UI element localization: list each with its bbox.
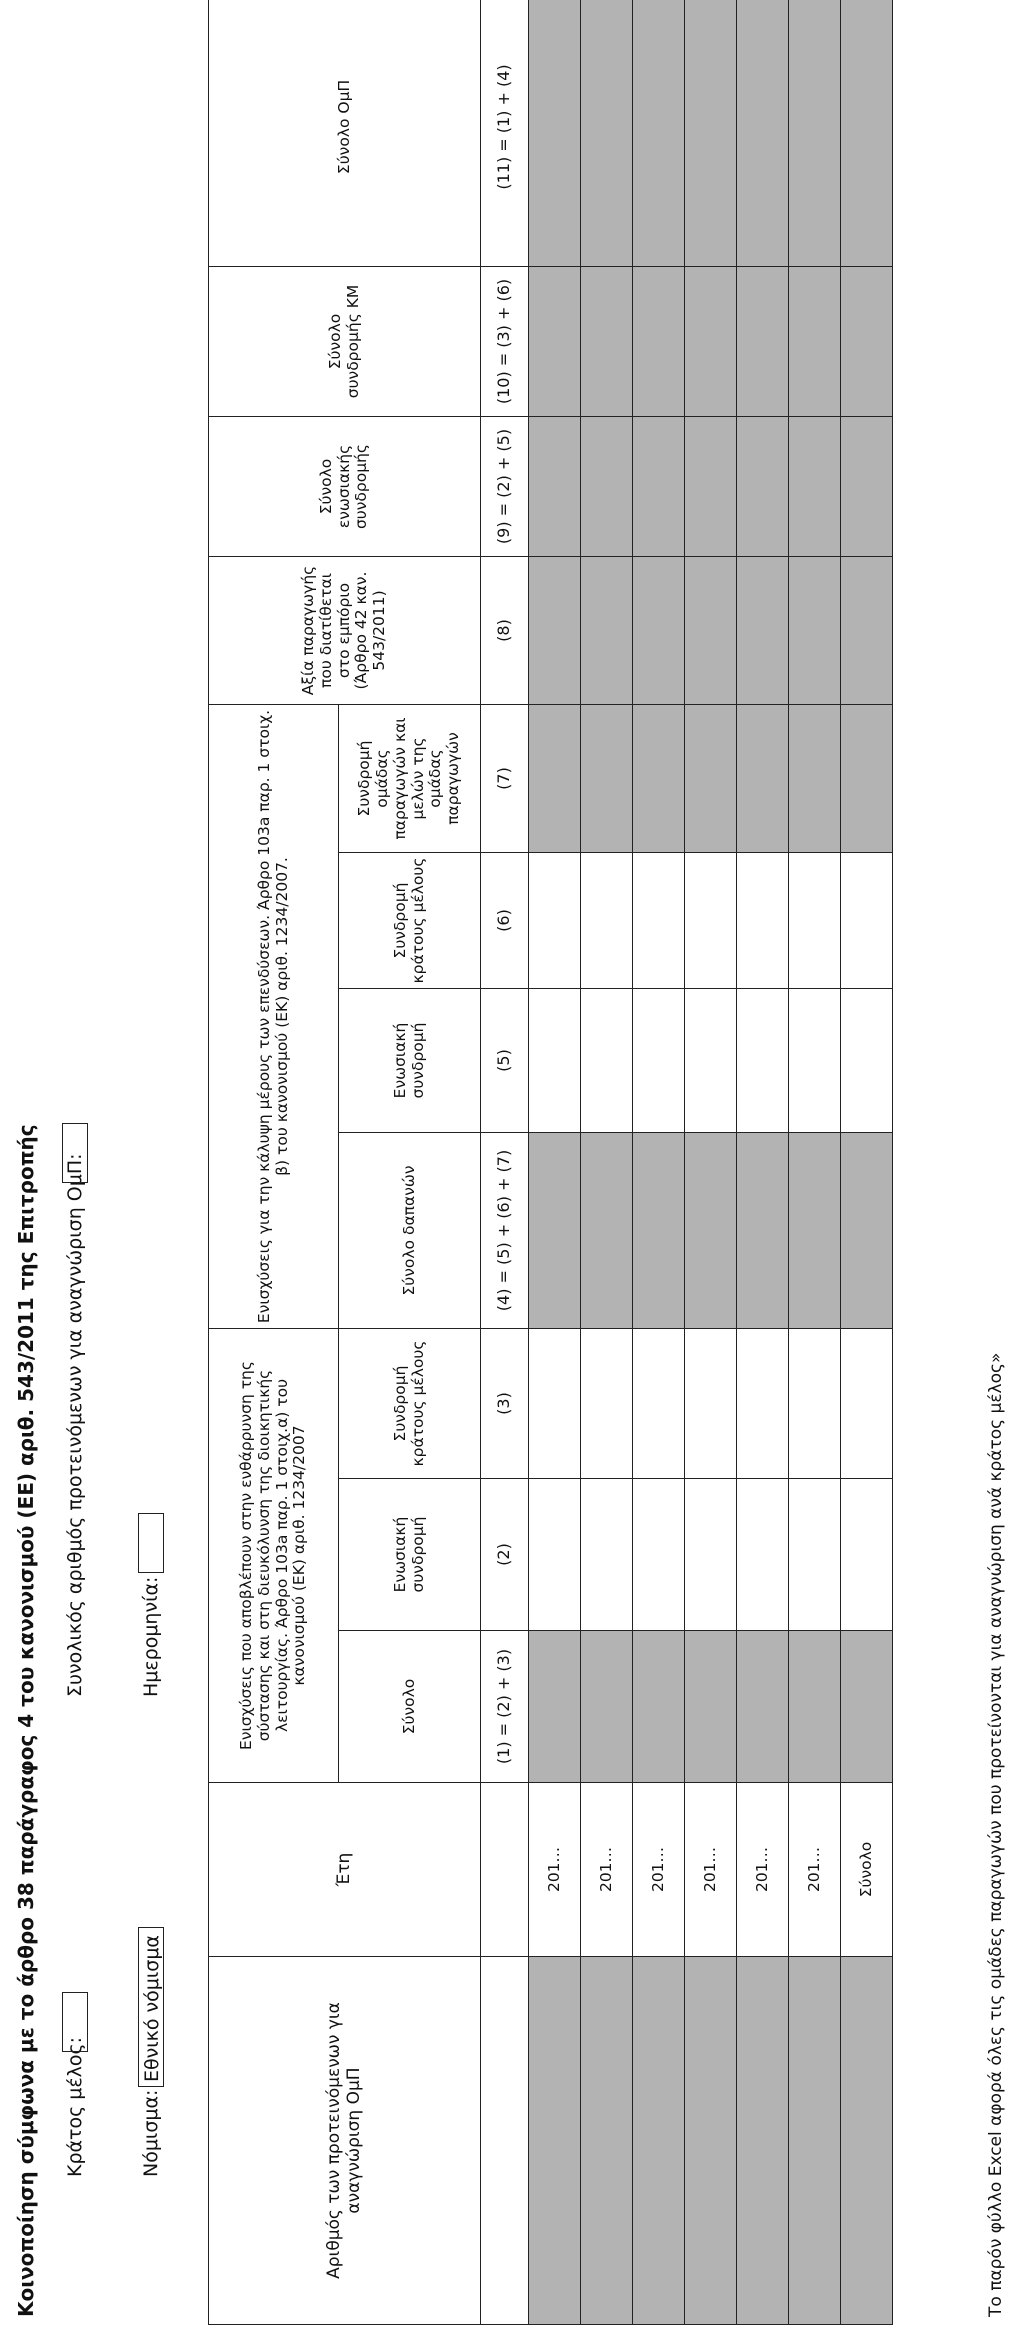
data-cell[interactable]: [633, 416, 685, 556]
data-cell[interactable]: [789, 1479, 841, 1631]
data-cell[interactable]: [581, 1133, 633, 1329]
data-cell[interactable]: [789, 1631, 841, 1783]
data-cell[interactable]: [685, 1329, 737, 1479]
date-input[interactable]: [138, 1513, 164, 1573]
data-cell[interactable]: [581, 1631, 633, 1783]
data-cell[interactable]: [789, 556, 841, 704]
data-cell[interactable]: [529, 1957, 581, 2325]
data-cell[interactable]: [581, 0, 633, 266]
data-cell[interactable]: [737, 266, 789, 416]
year-cell: 201…: [685, 1783, 737, 1957]
formula-cell: (4) = (5) + (6) + (7): [481, 1133, 529, 1329]
table-row: [841, 0, 893, 2325]
data-cell[interactable]: [737, 1631, 789, 1783]
data-cell[interactable]: [581, 266, 633, 416]
header-years: Έτη: [209, 1783, 481, 1957]
data-cell[interactable]: [633, 266, 685, 416]
formula-cell: (6): [481, 853, 529, 989]
data-cell[interactable]: [529, 1329, 581, 1479]
header-state: Συνδρομή κράτους μέλους: [339, 1329, 481, 1479]
data-cell[interactable]: [737, 989, 789, 1133]
data-cell[interactable]: [737, 1479, 789, 1631]
header-production-value: Αξία παραγωγής που διατίθεται στο εμπόριο (Άρθρο 42 καν. 543/2011): [209, 556, 481, 704]
data-cell[interactable]: [633, 0, 685, 266]
header-state-b: Συνδρομή κράτους μέλους: [339, 853, 481, 989]
year-cell: 201…: [529, 1783, 581, 1957]
data-cell[interactable]: [529, 989, 581, 1133]
data-cell[interactable]: [581, 989, 633, 1133]
data-cell[interactable]: [633, 989, 685, 1133]
formula-cell: (2): [481, 1479, 529, 1631]
header-group-a: Ενισχύσεις που αποβλέπουν στην ενθάρρυνση της σύστασης και στη διευκόλυνση της διοικητικής λειτουργίας. Άρθρο 103a παρ. 1 στοιχ.α) του κανονισμού (ΕΚ) αριθ. 1234/2007: [209, 1329, 339, 1783]
formula-blank: [481, 1957, 529, 2325]
formula-cell: (11) = (1) + (4): [481, 0, 529, 266]
formula-blank: [481, 1783, 529, 1957]
data-cell[interactable]: [633, 1479, 685, 1631]
data-cell[interactable]: [841, 1479, 893, 1631]
member-state-label: Κράτος μέλος:: [64, 2036, 86, 2177]
data-cell[interactable]: [529, 1631, 581, 1783]
data-cell[interactable]: [633, 1329, 685, 1479]
data-cell[interactable]: [789, 1957, 841, 2325]
data-cell[interactable]: [685, 853, 737, 989]
data-cell[interactable]: [737, 1133, 789, 1329]
header-union-b: Ενωσιακή συνδρομή: [339, 989, 481, 1133]
year-cell: 201…: [789, 1783, 841, 1957]
formula-cell: (8): [481, 556, 529, 704]
data-cell[interactable]: [685, 1957, 737, 2325]
data-cell[interactable]: [633, 556, 685, 704]
data-cell[interactable]: [685, 416, 737, 556]
header-group-b: Ενισχύσεις για την κάλυψη μέρους των επενδύσεων. Άρθρο 103a παρ. 1 στοιχ. β) του κανονισμού (ΕΚ) αριθ. 1234/2007.: [209, 704, 339, 1328]
header-total-union: Σύνολο ενωσιακής συνδρομής: [209, 416, 481, 556]
data-cell[interactable]: [633, 1957, 685, 2325]
data-cell[interactable]: [529, 0, 581, 266]
data-cell[interactable]: [529, 704, 581, 852]
currency-label: Νόμισμα:: [140, 2089, 162, 2177]
data-cell[interactable]: [685, 1133, 737, 1329]
data-cell[interactable]: [841, 0, 893, 266]
header-total: Σύνολο: [339, 1631, 481, 1783]
page-title: Κοινοποίηση σύμφωνα με το άρθρο 38 παράγραφος 4 του κανονισμού (ΕΕ) αριθ. 543/2011 της Επιτροπής: [14, 1124, 38, 2317]
data-cell[interactable]: [685, 1479, 737, 1631]
data-cell[interactable]: [685, 556, 737, 704]
table-row: [529, 0, 581, 2325]
date-label: Ημερομηνία:: [140, 1576, 162, 1697]
data-cell[interactable]: [737, 1957, 789, 2325]
year-cell: 201…: [737, 1783, 789, 1957]
data-cell[interactable]: [737, 1329, 789, 1479]
data-cell[interactable]: [841, 853, 893, 989]
header-total-po: Σύνολο ΟμΠ: [209, 0, 481, 266]
table-row: [685, 0, 737, 2325]
currency-input[interactable]: Εθνικό νόμισμα: [138, 1927, 164, 2087]
data-cell[interactable]: [841, 1631, 893, 1783]
data-cell[interactable]: [685, 266, 737, 416]
data-cell[interactable]: [841, 1133, 893, 1329]
data-cell[interactable]: [633, 704, 685, 852]
data-cell[interactable]: [789, 266, 841, 416]
table-row: [789, 0, 841, 2325]
data-cell[interactable]: [529, 1133, 581, 1329]
data-cell[interactable]: [789, 704, 841, 852]
header-union: Ενωσιακή συνδρομή: [339, 1479, 481, 1631]
data-cell[interactable]: [581, 416, 633, 556]
table-row: [737, 0, 789, 2325]
aid-table: [208, 0, 893, 2325]
data-cell[interactable]: [841, 416, 893, 556]
formula-cell: (3): [481, 1329, 529, 1479]
data-cell[interactable]: [789, 853, 841, 989]
table-row: [581, 0, 633, 2325]
data-cell[interactable]: [841, 1329, 893, 1479]
data-cell[interactable]: [737, 704, 789, 852]
data-cell[interactable]: [581, 1957, 633, 2325]
data-cell[interactable]: [737, 853, 789, 989]
data-cell[interactable]: [789, 416, 841, 556]
header-group-contrib: Συνδρομή ομάδας παραγωγών και μελών της ομάδας παραγωγών: [339, 704, 481, 852]
data-cell[interactable]: [841, 266, 893, 416]
data-cell[interactable]: [841, 989, 893, 1133]
data-cell[interactable]: [633, 1631, 685, 1783]
data-cell[interactable]: [737, 0, 789, 266]
data-cell[interactable]: [685, 704, 737, 852]
data-cell[interactable]: [841, 1957, 893, 2325]
data-cell[interactable]: [789, 989, 841, 1133]
data-cell[interactable]: [685, 1631, 737, 1783]
data-cell[interactable]: [529, 266, 581, 416]
data-cell[interactable]: [581, 1329, 633, 1479]
header-po-number: Αριθμός των προτεινόμενων για αναγνώριση ΟμΠ: [209, 1957, 481, 2325]
data-cell[interactable]: [633, 1133, 685, 1329]
total-po-input[interactable]: [62, 1123, 88, 1183]
data-cell[interactable]: [529, 1479, 581, 1631]
formula-cell: (7): [481, 704, 529, 852]
year-cell: 201…: [633, 1783, 685, 1957]
data-cell[interactable]: [685, 0, 737, 266]
data-cell[interactable]: [529, 853, 581, 989]
header-total-costs: Σύνολο δαπανών: [339, 1133, 481, 1329]
total-po-label: Συνολικός αριθμός προτεινόμενων για αναγνώριση ΟμΠ:: [64, 1153, 86, 1697]
data-cell[interactable]: [737, 556, 789, 704]
data-cell[interactable]: [581, 853, 633, 989]
year-cell: 201…: [581, 1783, 633, 1957]
data-cell[interactable]: [581, 556, 633, 704]
data-cell[interactable]: [841, 704, 893, 852]
data-cell[interactable]: [529, 416, 581, 556]
formula-cell: (9) = (2) + (5): [481, 416, 529, 556]
member-state-input[interactable]: [62, 1992, 88, 2052]
header-total-state: Σύνολο συνδρομής ΚΜ: [209, 266, 481, 416]
formula-cell: (1) = (2) + (3): [481, 1631, 529, 1783]
data-cell[interactable]: [581, 704, 633, 852]
data-cell[interactable]: [841, 556, 893, 704]
data-cell[interactable]: [633, 853, 685, 989]
footnote: Το παρόν φύλλο Excel αφορά όλες τις ομάδες παραγωγών που προτείνονται για αναγνώριση ανά κράτος μέλος»: [986, 1352, 1006, 2317]
data-cell[interactable]: [789, 1329, 841, 1479]
data-cell[interactable]: [529, 556, 581, 704]
data-cell[interactable]: [685, 989, 737, 1133]
data-cell[interactable]: [789, 1133, 841, 1329]
data-cell[interactable]: [737, 416, 789, 556]
table-row: [633, 0, 685, 2325]
formula-cell: (10) = (3) + (6): [481, 266, 529, 416]
formula-cell: (5): [481, 989, 529, 1133]
data-cell[interactable]: [789, 0, 841, 266]
data-cell[interactable]: [581, 1479, 633, 1631]
year-cell: Σύνολο: [841, 1783, 893, 1957]
